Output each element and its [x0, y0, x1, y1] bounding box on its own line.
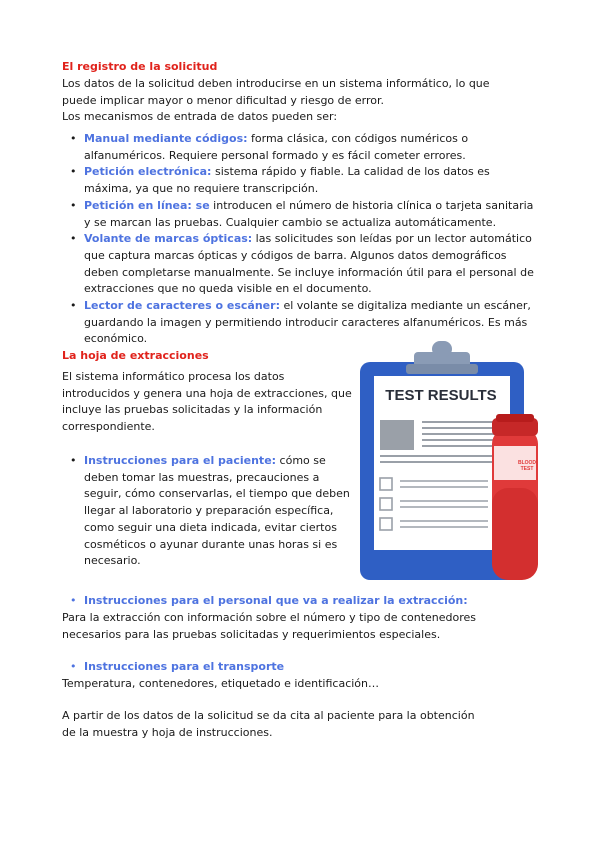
list-item [62, 131, 540, 164]
description: las solicitudes son leídas por un lector automático que captura marcas ópticas y códigos de barra. Algunos datos demográficos deben completarse manualmente. Se incluye información útil para el personal de extracciones que no queda visible en el documento. [84, 232, 534, 296]
results-title: TEST RESULTS [385, 387, 497, 404]
term: Instrucciones para el paciente: [84, 454, 277, 467]
closing-paragraph: A partir de los datos de la solicitud se da cita al paciente para la obtención de la muestra y hoja de instrucciones. [62, 709, 475, 739]
input-methods-list [62, 131, 540, 348]
list-item [62, 198, 540, 231]
description: cómo se deben tomar las muestras, precauciones a seguir, cómo conservarlas, el tiempo que deben llegar al laboratorio y preparación específica, como seguir una dieta indicada, evitar ciertos cosméticos o ayunar durante unas horas si es necesario. [84, 454, 350, 568]
intro-line-1: Los datos de la solicitud deben introducirse en un sistema informático, lo que [62, 77, 490, 90]
description: introducen el número de historia clínica o tarjeta sanitaria y se marcan las pruebas. Cualquier cambio se actualiza automáticamente. [84, 198, 534, 229]
list-item [62, 164, 540, 197]
description: el volante se digitaliza mediante un escáner, guardando la imagen y permitiendo introducir caracteres alfanuméricos. Es más económico. [84, 299, 531, 346]
tube-label-line-1: BLOOD [517, 460, 537, 466]
term: Volante de marcas ópticas: [84, 232, 253, 246]
term: Lector de caracteres o escáner: [84, 299, 280, 313]
intro-line-2: puede implicar mayor o menor dificultad y riesgo de error. [62, 93, 385, 107]
patient-instructions-list [62, 453, 354, 570]
section-heading-registro: El registro de la solicitud [62, 60, 218, 73]
tube-label-line-2: TEST [520, 466, 534, 472]
staff-instructions-list [62, 593, 540, 610]
section-intro [62, 76, 542, 126]
transport-instructions-text: Temperatura, contenedores, etiquetado e identificación… [62, 677, 379, 690]
transport-instructions-list [62, 659, 540, 676]
term: Petición en línea: se [84, 198, 210, 212]
term: Petición electrónica: [84, 165, 212, 179]
section-heading-hoja: La hoja de extracciones [62, 349, 209, 362]
clip-icon [406, 341, 478, 374]
term: Instrucciones para el personal que va a realizar la extracción: [84, 594, 468, 607]
term: Instrucciones para el transporte [84, 660, 285, 673]
list-item [62, 659, 540, 676]
term: Manual mediante códigos: [84, 132, 248, 145]
description: forma clásica, con códigos numéricos o alfanuméricos. Requiere personal formado y es fácil cometer errores. [84, 132, 469, 162]
list-item [62, 593, 540, 610]
section2-intro: El sistema informático procesa los datos introducidos y genera una hoja de extracciones, que incluye las pruebas solicitadas y la información correspondiente. [62, 370, 352, 434]
staff-instructions-text: Para la extracción con información sobre el número y tipo de contenedores necesarios para las pruebas solicitadas y requerimientos especiales. [62, 611, 477, 641]
list-item [62, 231, 540, 298]
test-results-illustration [356, 338, 546, 590]
blood-tube-icon [492, 414, 538, 580]
photo-placeholder [380, 420, 414, 450]
intro-line-3: Los mecanismos de entrada de datos pueden ser: [62, 110, 338, 124]
description: sistema rápido y fiable. La calidad de los datos es máxima, ya que no requiere transcripción. [84, 165, 490, 196]
list-item [62, 453, 354, 570]
